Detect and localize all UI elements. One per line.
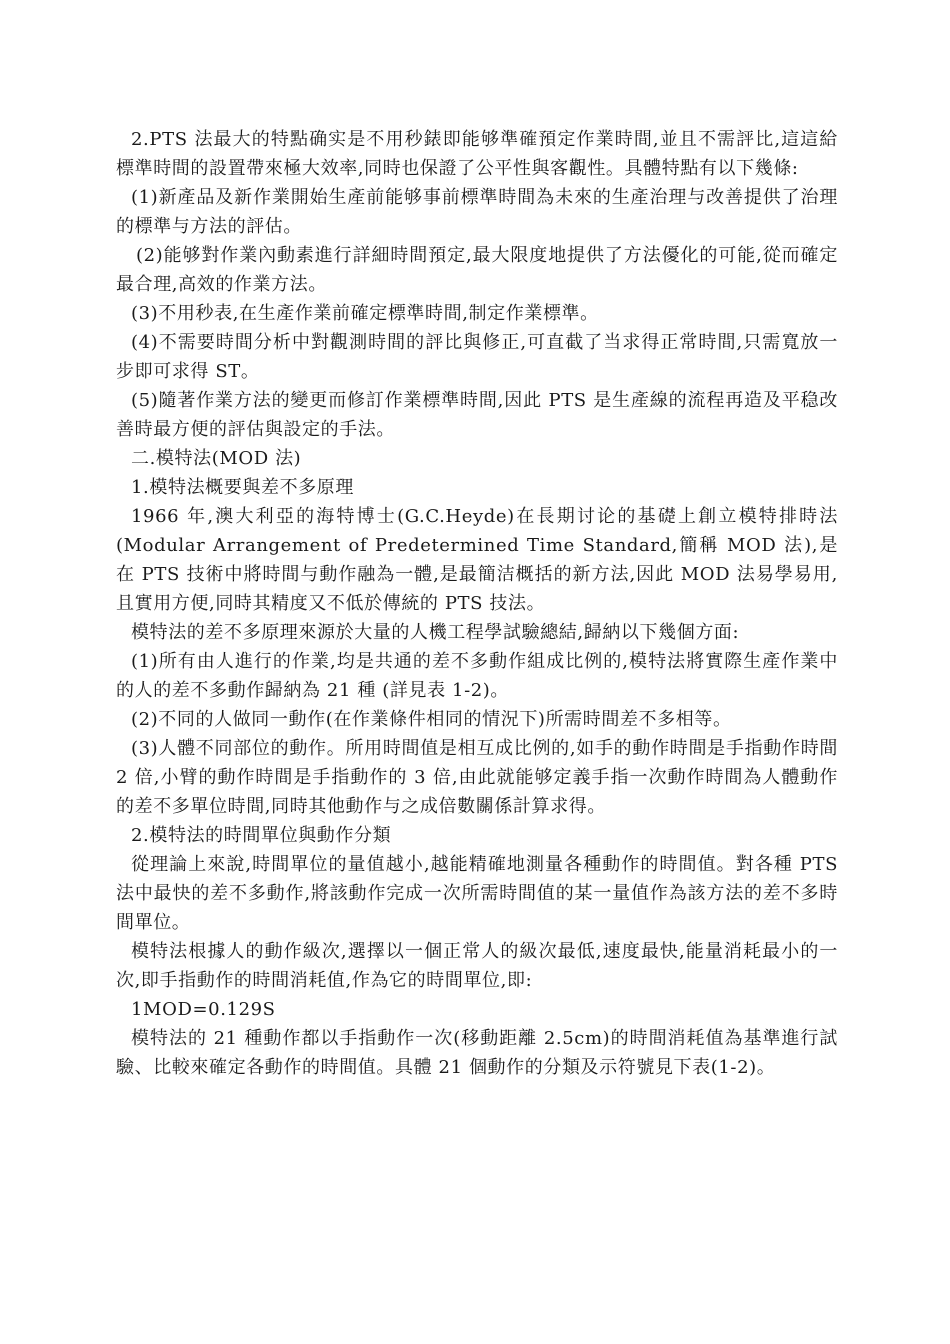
paragraph-principle-3: (3)人體不同部位的動作。所用時間值是相互成比例的,如手的動作時間是手指動作時間 2 倍,小臂的動作時間是手指動作的 3 倍,由此就能够定義手指一次動作時間為人體動作的差不多單位時間,同時其他動作与之成倍數關係計算求得。: [116, 738, 838, 817]
paragraph-feature-5: (5)隨著作業方法的變更而修訂作業標準時間,因此 PTS 是生產線的流程再造及平稳改善時最方便的評估與設定的手法。: [116, 390, 838, 440]
paragraph-feature-3: (3)不用秒表,在生產作業前確定標準時間,制定作業標準。: [131, 303, 599, 324]
paragraph-principle-1: (1)所有由人進行的作業,均是共通的差不多動作組成比例的,模特法將實際生產作業中的人的差不多動作歸納為 21 種 (詳見表 1-2)。: [116, 651, 838, 701]
paragraph-21-motions: 模特法的 21 種動作都以手指動作一次(移動距離 2.5cm)的時間消耗值為基準進行試驗、比較來確定各動作的時間值。具體 21 個動作的分類及示符號見下表(1-2)。: [116, 1028, 838, 1078]
paragraph-feature-4: (4)不需要時間分析中對觀測時間的評比與修正,可直截了当求得正常時間,只需寬放一步即可求得 ST。: [116, 332, 838, 382]
paragraph-feature-1: (1)新產品及新作業開始生產前能够事前標準時間為未來的生產治理与改善提供了治理的標準与方法的評估。: [116, 187, 838, 237]
paragraph-mod-history: 1966 年,澳大利亞的海特博士(G.C.Heyde)在長期讨论的基礎上創立模特排時法(Modular Arrangement of Predetermined Time Standard,簡稱 MOD 法),是在 PTS 技術中將時間与動作融為一體,是最簡洁概括的新方法,因此 MOD 法易學易用,且實用方便,同時其精度又不低於傳統的 PTS 技法。: [116, 506, 838, 614]
section-heading-mod: 二.模特法(MOD 法): [131, 448, 302, 469]
paragraph-time-unit-choice: 模特法根據人的動作級次,選擇以一個正常人的級次最低,速度最快,能量消耗最小的一次,即手指動作的時間消耗值,作為它的時間單位,即:: [116, 941, 838, 991]
paragraph-feature-2: (2)能够對作業內動素進行詳細時間預定,最大限度地提供了方法優化的可能,從而確定最合理,高效的作業方法。: [116, 245, 838, 295]
subsection-heading-time-unit: 2.模特法的時間單位與動作分類: [131, 825, 392, 846]
paragraph-mod-principle-intro: 模特法的差不多原理來源於大量的人機工程學試驗總結,歸納以下幾個方面:: [131, 622, 740, 643]
subsection-heading-mod-overview: 1.模特法概要與差不多原理: [131, 477, 354, 498]
paragraph-pts-features-intro: 2.PTS 法最大的特點确实是不用秒錶即能够準確預定作業時間,並且不需評比,這這給標準時間的設置帶來極大效率,同時也保證了公平性與客觀性。具體特點有以下幾條:: [116, 129, 838, 179]
paragraph-principle-2: (2)不同的人做同一動作(在作業條件相同的情況下)所需時間差不多相等。: [131, 709, 732, 730]
formula-mod-definition: 1MOD=0.129S: [131, 999, 276, 1020]
paragraph-time-unit-theory: 從理論上來說,時間單位的量值越小,越能精確地測量各種動作的時間值。對各種 PTS 法中最快的差不多動作,將該動作完成一次所需時間值的某一量值作為該方法的差不多時間單位。: [116, 854, 838, 933]
document-page: [116, 125, 838, 1082]
